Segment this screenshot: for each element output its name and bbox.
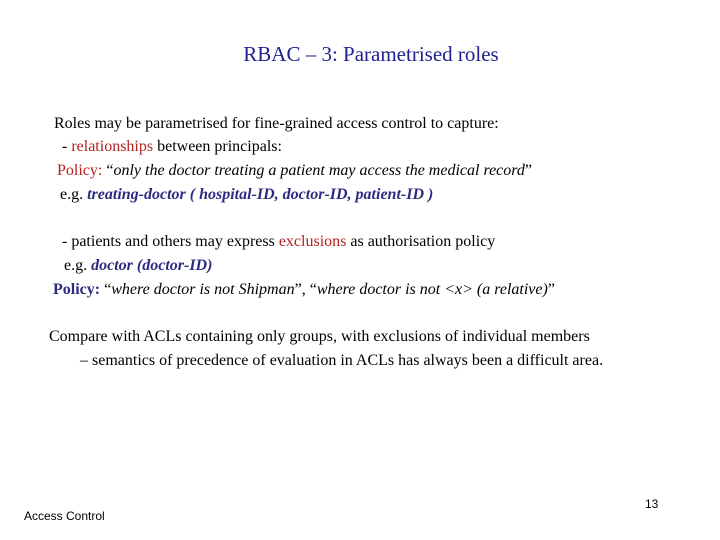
relationships-prefix: - [62,138,72,155]
policy-2-line [53,281,555,299]
policy-2-label: Policy: [53,281,105,298]
relationships-highlight: relationships [71,138,154,155]
compare-line-1: Compare with ACLs containing only groups, with exclusions of individual members [49,328,590,345]
example-1-label: e.g. [60,186,88,203]
compare-line-2: – semantics of precedence of evaluation in ACLs has always been a difficult area. [80,352,604,369]
policy-2-text-2: where doctor is not <x> (a relative) [316,281,548,298]
policy-2-close-quote: ” [547,281,555,298]
example-2-value: doctor (doctor-ID) [91,257,213,274]
example-2-line [64,257,212,275]
policy-2-open-quote: “ [104,281,112,298]
policy-1-line [57,162,532,180]
relationships-line [62,138,282,156]
policy-2-text-1: where doctor is not Shipman [111,281,295,298]
footer-label: Access Control [24,509,105,523]
policy-2-mid-quotes: ”, “ [294,281,317,298]
policy-1-open-quote: “ [106,162,114,179]
example-1-line [60,186,433,204]
policy-1-label: Policy: [57,162,107,179]
exclusions-line [62,233,495,251]
exclusions-highlight: exclusions [278,233,347,250]
example-1-value: treating-doctor ( hospital-ID, doctor-ID, patient-ID ) [87,186,434,203]
slide-title: RBAC – 3: Parametrised roles [243,42,499,66]
page-number: 13 [645,497,659,511]
intro-text: Roles may be parametrised for fine-grained access control to capture: [54,115,499,132]
example-2-label: e.g. [64,257,92,274]
policy-1-text: only the doctor treating a patient may access the medical record [113,162,525,179]
exclusions-prefix: - patients and others may express [62,233,279,250]
exclusions-suffix: as authorisation policy [346,233,496,250]
policy-1-close-quote: ” [524,162,533,179]
relationships-suffix: between principals: [153,138,282,155]
